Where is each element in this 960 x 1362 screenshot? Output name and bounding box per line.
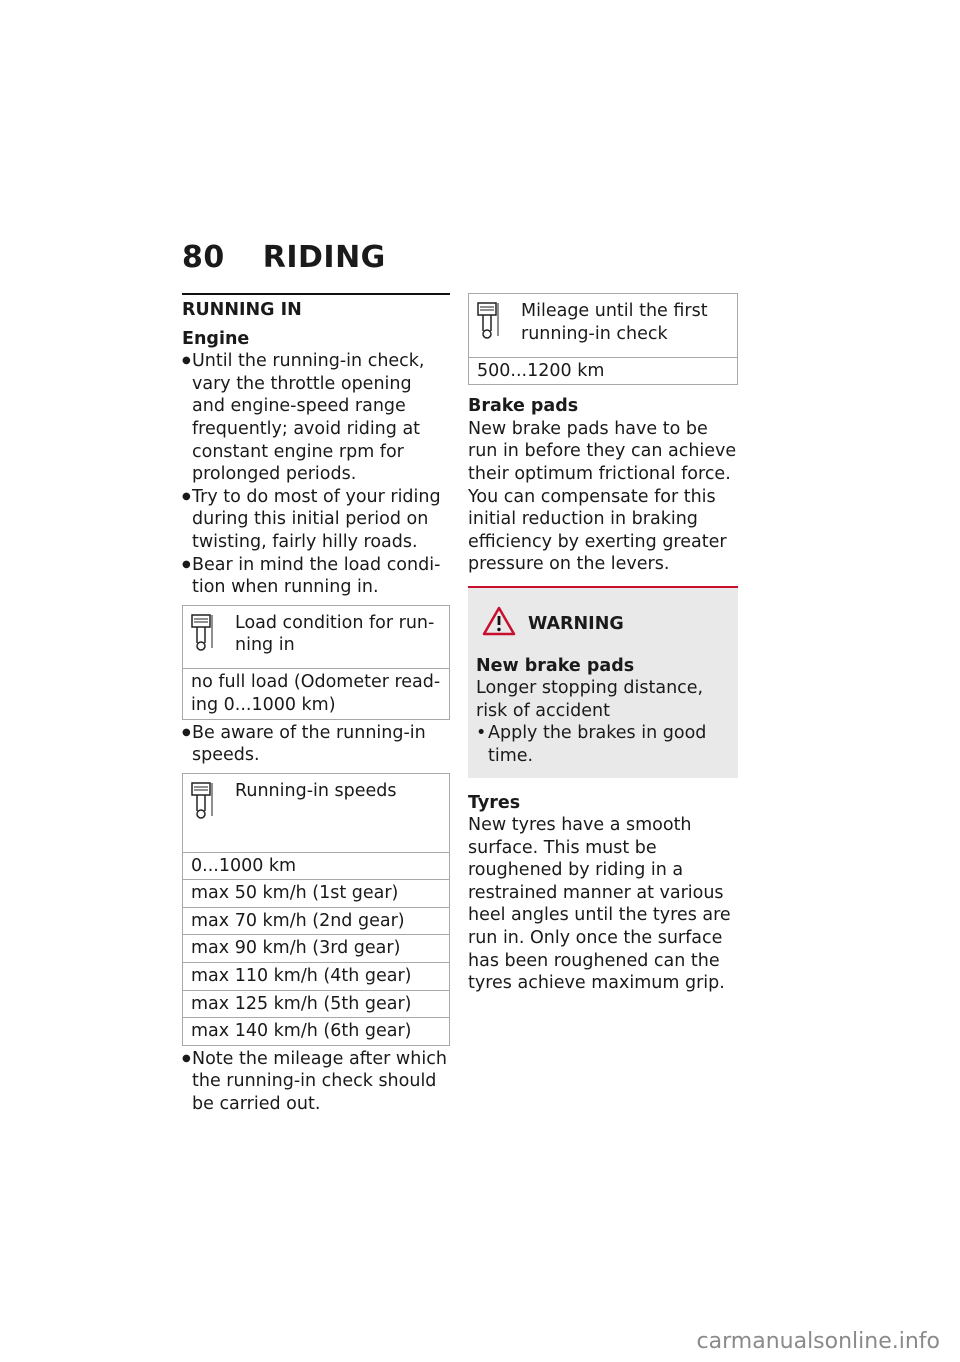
piston-icon [189,780,225,842]
warning-triangle-icon [482,606,516,643]
page-header [182,240,386,275]
spec-value: 500...1200 km [477,360,605,381]
table-row: max 70 km/h (2nd gear) [183,908,449,936]
table-row: max 125 km/h (5th gear) [183,991,449,1019]
table-row: max 90 km/h (3rd gear) [183,935,449,963]
brake-pads-title: Brake pads [468,396,579,417]
page-number: 80 [182,240,225,275]
table-row: max 50 km/h (1st gear) [183,880,449,908]
list-item: ● Be aware of the running-in speeds. [182,722,450,767]
spec-label: Mileage until the first running-in check [521,301,708,344]
right-column [468,293,738,995]
piston-icon [189,612,225,659]
list-item: ● Try to do most of your riding during this initial period on twisting, fairly hilly roads. [182,486,450,554]
warning-text: Longer stopping distance, risk of accident [476,678,704,721]
spec-value: no full load (Odometer read- ing 0...1000 km) [191,672,441,715]
speeds-bullets [182,722,450,767]
spec-label: Load condition for run- ning in [235,612,435,656]
piston-icon [475,300,511,347]
chapter-title: RIDING [262,240,386,275]
table-row: max 110 km/h (4th gear) [183,963,449,991]
running-in-speeds-spec [182,773,450,1046]
list-item: ● Note the mileage after which the running-in check should be carried out. [182,1048,450,1116]
warning-box [468,586,738,778]
engine-bullets [182,350,450,599]
warning-subtitle: New brake pads [476,655,635,676]
mileage-spec [468,293,738,385]
warning-title: WARNING [528,613,624,634]
mileage-bullets [182,1048,450,1116]
watermark: carmanualsonline.info [696,1329,940,1354]
table-row: 0...1000 km [183,853,449,881]
left-column [182,293,450,1116]
load-condition-spec [182,605,450,720]
tyres-title: Tyres [468,792,521,813]
brake-pads-text: New brake pads have to be run in before they can achieve their optimum frictional force. You can compensate for this initial reduction in braking efficiency by exerting greater pressure on the levers. [468,418,737,575]
spec-header [183,606,449,670]
table-row: max 140 km/h (6th gear) [191,1021,412,1042]
spec-header [183,774,449,853]
engine-title: Engine [182,328,250,349]
list-item: ● Until the running-in check, vary the throttle opening and engine-speed range frequently; avoid riding at constant engine rpm for prolonged periods. [182,350,450,486]
list-item: ● Bear in mind the load condi- tion when running in. [182,554,450,599]
spec-label: Running-in speeds [235,780,397,801]
warning-header [476,606,730,643]
warning-bullets [476,722,730,767]
tyres-text: New tyres have a smooth surface. This must be roughened by riding in a restrained manner at various heel angles until the tyres are run in. Only once the surface has been roughened can the tyres achieve maximum grip. [468,815,731,994]
section-title: RUNNING IN [182,293,450,322]
spec-header [469,294,737,358]
list-item: • Apply the brakes in good time. [476,722,730,767]
